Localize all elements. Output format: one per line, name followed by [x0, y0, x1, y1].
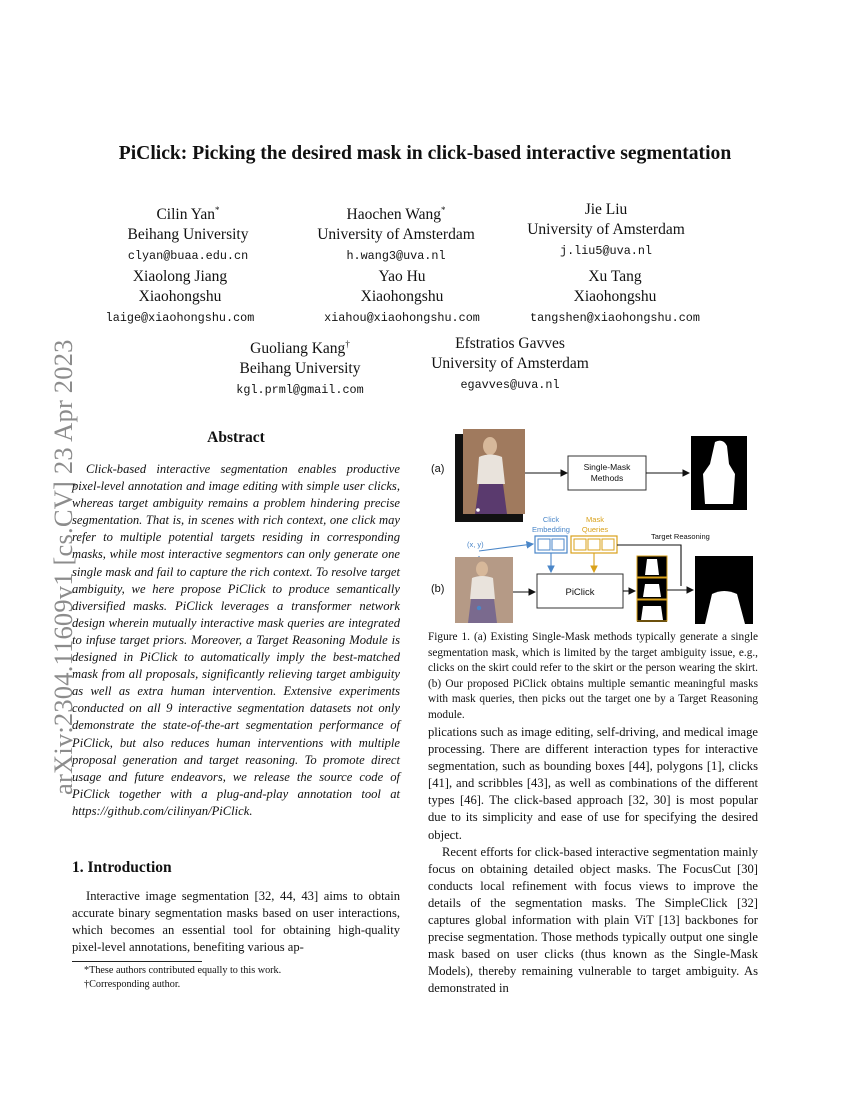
author-block [282, 267, 522, 328]
author-affiliation: Xiaohongshu [360, 288, 444, 305]
label-b: (b) [431, 583, 445, 595]
arxiv-identifier-text: arXiv:2304.11609v1 [cs.CV] 23 Apr 2023 [48, 339, 78, 795]
author-affiliation: University of Amsterdam [527, 221, 685, 238]
author-email[interactable]: laige@xiaohongshu.com [105, 311, 255, 325]
footnote-rule [72, 961, 202, 962]
proposal-mask-shape [641, 606, 663, 620]
author-name: Jie Liu [584, 201, 628, 218]
author-block [68, 200, 308, 266]
person-head [483, 437, 497, 455]
single-mask-label-1: Single-Mask [583, 462, 631, 472]
author-name: Haochen Wang [346, 206, 441, 224]
arxiv-identifier [8, 290, 78, 810]
author-email[interactable]: j.liu5@uva.nl [559, 244, 653, 258]
author-name: Efstratios Gavves [455, 335, 565, 352]
author-name: Xu Tang [588, 268, 642, 285]
footnotes [72, 964, 402, 992]
author-block [276, 200, 516, 266]
piclick-label: PiClick [565, 587, 595, 598]
person-skirt [475, 484, 507, 514]
author-name: Yao Hu [378, 268, 426, 285]
introduction-body [72, 888, 400, 956]
author-email[interactable]: kgl.prml@gmail.com [236, 383, 364, 398]
author-affiliation: Beihang University [127, 226, 249, 244]
click-token [538, 539, 550, 550]
author-affiliation: Beihang University [239, 360, 361, 378]
mask-queries-label-1: Mask [586, 515, 604, 524]
person-skirt-b [468, 599, 497, 623]
author-block [486, 200, 726, 261]
author-affiliation: University of Amsterdam [317, 226, 475, 244]
author-affiliation: Xiaohongshu [573, 288, 657, 305]
click-embedding-label-2: Embedding [532, 525, 570, 534]
figure-1-caption: Figure 1. (a) Existing Single-Mask methods typically generate a single segmentation mask, which is limited by the target ambiguity issue, e.g., clicks on the skirt could refer to the skirt or the person wearing the skirt. (b) Our proposed PiClick obtains multiple semantic meaningful masks with mask queries, then picks out the target one by a Target Reasoning module. [428, 631, 758, 721]
author-affiliation: Xiaohongshu [138, 288, 222, 305]
introduction-heading: 1. Introduction [72, 859, 172, 876]
author-email[interactable]: h.wang3@uva.nl [346, 249, 446, 264]
author-block [60, 267, 300, 328]
target-reasoning-label: Target Reasoning [651, 532, 710, 541]
author-mark: * [440, 205, 446, 215]
right-column-body [428, 724, 758, 998]
abstract-text: Click-based interactive segmentation enables productive pixel-level annotation and image editing with simple user clicks, whereas target ambiguity remains a problem hindering precise segmentation. That is, in scenes with rich context, one click may refer to multiple potential targets residing in corresponding masks, while most interactive segmentors can only generate one single mask and fail to capture the rich context. To resolve target ambiguity, we here propose PiClick to produce semantically diversified masks. PiClick leverages a transformer network design wherein mutually interactive mask queries are integrated to infuse target priors. Moreover, a Target Reasoning Module is designed in PiClick to automatically imply the best-matched mask from all proposals, significantly relieving target ambiguity as well as extra human intervention. Extensive experiments conducted on all 9 interactive segmentation datasets not only demonstrate the state-of-the-art segmentation performance of PiClick, but also reduces human interventions with multiple proposal generation and target reasoning. To promote direct usage and future endeavors, we release the source code of PiClick together with a plug-and-play annotation tool at https://github.com/cilinyan/PiClick. [72, 462, 400, 818]
author-email[interactable]: xiahou@xiaohongshu.com [324, 311, 480, 325]
query-token [574, 539, 586, 550]
label-a: (a) [431, 463, 445, 475]
paragraph-recent-efforts: Recent efforts for click-based interactive segmentation mainly focus on obtaining detailed object masks. The FocusCut [30] conducts local refinement with focus views to improve the details of the segmentation masks. The SimpleClick [32] captures global information with plain ViT [13] backbones for precise segmentation. Those methods typically output one single mask based on user clicks (thus known as the Single-Mask Models), thereby remaining vulnerable to target ambiguity. As demonstrated in [428, 844, 758, 996]
author-name: Xiaolong Jiang [132, 268, 228, 285]
author-name: Guoliang Kang [250, 340, 346, 358]
paper-title: PiClick: Picking the desired mask in click-based interactive segmentation [118, 143, 732, 164]
author-name: Cilin Yan [156, 206, 216, 224]
arrow-click-to-embedding [479, 544, 533, 551]
person-head-b [476, 562, 488, 577]
author-block [180, 334, 420, 400]
figure-1 [427, 424, 782, 624]
author-affiliation: University of Amsterdam [431, 355, 589, 372]
author-email[interactable]: egavves@uva.nl [460, 378, 560, 392]
single-mask-label-2: Methods [590, 473, 624, 483]
click-point-a [476, 508, 480, 512]
click-embedding-label-1: Click [542, 515, 560, 524]
footnote-equal-contribution: *These authors contributed equally to this work. [84, 965, 282, 976]
person-shirt-b [470, 576, 495, 599]
author-mark: * [215, 205, 220, 215]
abstract-body [72, 461, 400, 820]
footnote-corresponding: †Corresponding author. [84, 979, 181, 990]
mask-queries-label-2: Queries [581, 525, 609, 534]
author-block [495, 267, 735, 328]
proposal-mask-shape [643, 584, 661, 597]
click-point-b [477, 606, 481, 610]
coordinate-label: (x, y) [467, 540, 484, 549]
proposal-mask-shape [645, 559, 659, 575]
abstract-heading: Abstract [207, 429, 265, 446]
query-token [602, 539, 614, 550]
author-email[interactable]: clyan@buaa.edu.cn [127, 249, 249, 264]
author-email[interactable]: tangshen@xiaohongshu.com [530, 311, 700, 325]
person-shirt [477, 455, 505, 485]
figure-1-diagram [427, 424, 782, 624]
introduction-text: Interactive image segmentation [32, 44, 43] aims to obtain accurate binary segmentation masks based on user interactions, which becomes an essential tool for obtaining high-quality pixel-level annotations, benefiting various ap- [72, 889, 400, 955]
query-token [588, 539, 600, 550]
click-token [552, 539, 564, 550]
author-mark: † [345, 339, 350, 349]
author-block [390, 334, 630, 395]
paragraph-applications: plications such as image editing, self-driving, and medical image processing. There are different interaction types for interactive segmentation, such as bounding boxes [44], polygons [1], clicks [41], and scribbles [43], as well as combinations of the different types [46]. The click-based approach [32, 30] is most popular due to its simplicity and ease of use for specifying the desired object. [428, 725, 758, 842]
